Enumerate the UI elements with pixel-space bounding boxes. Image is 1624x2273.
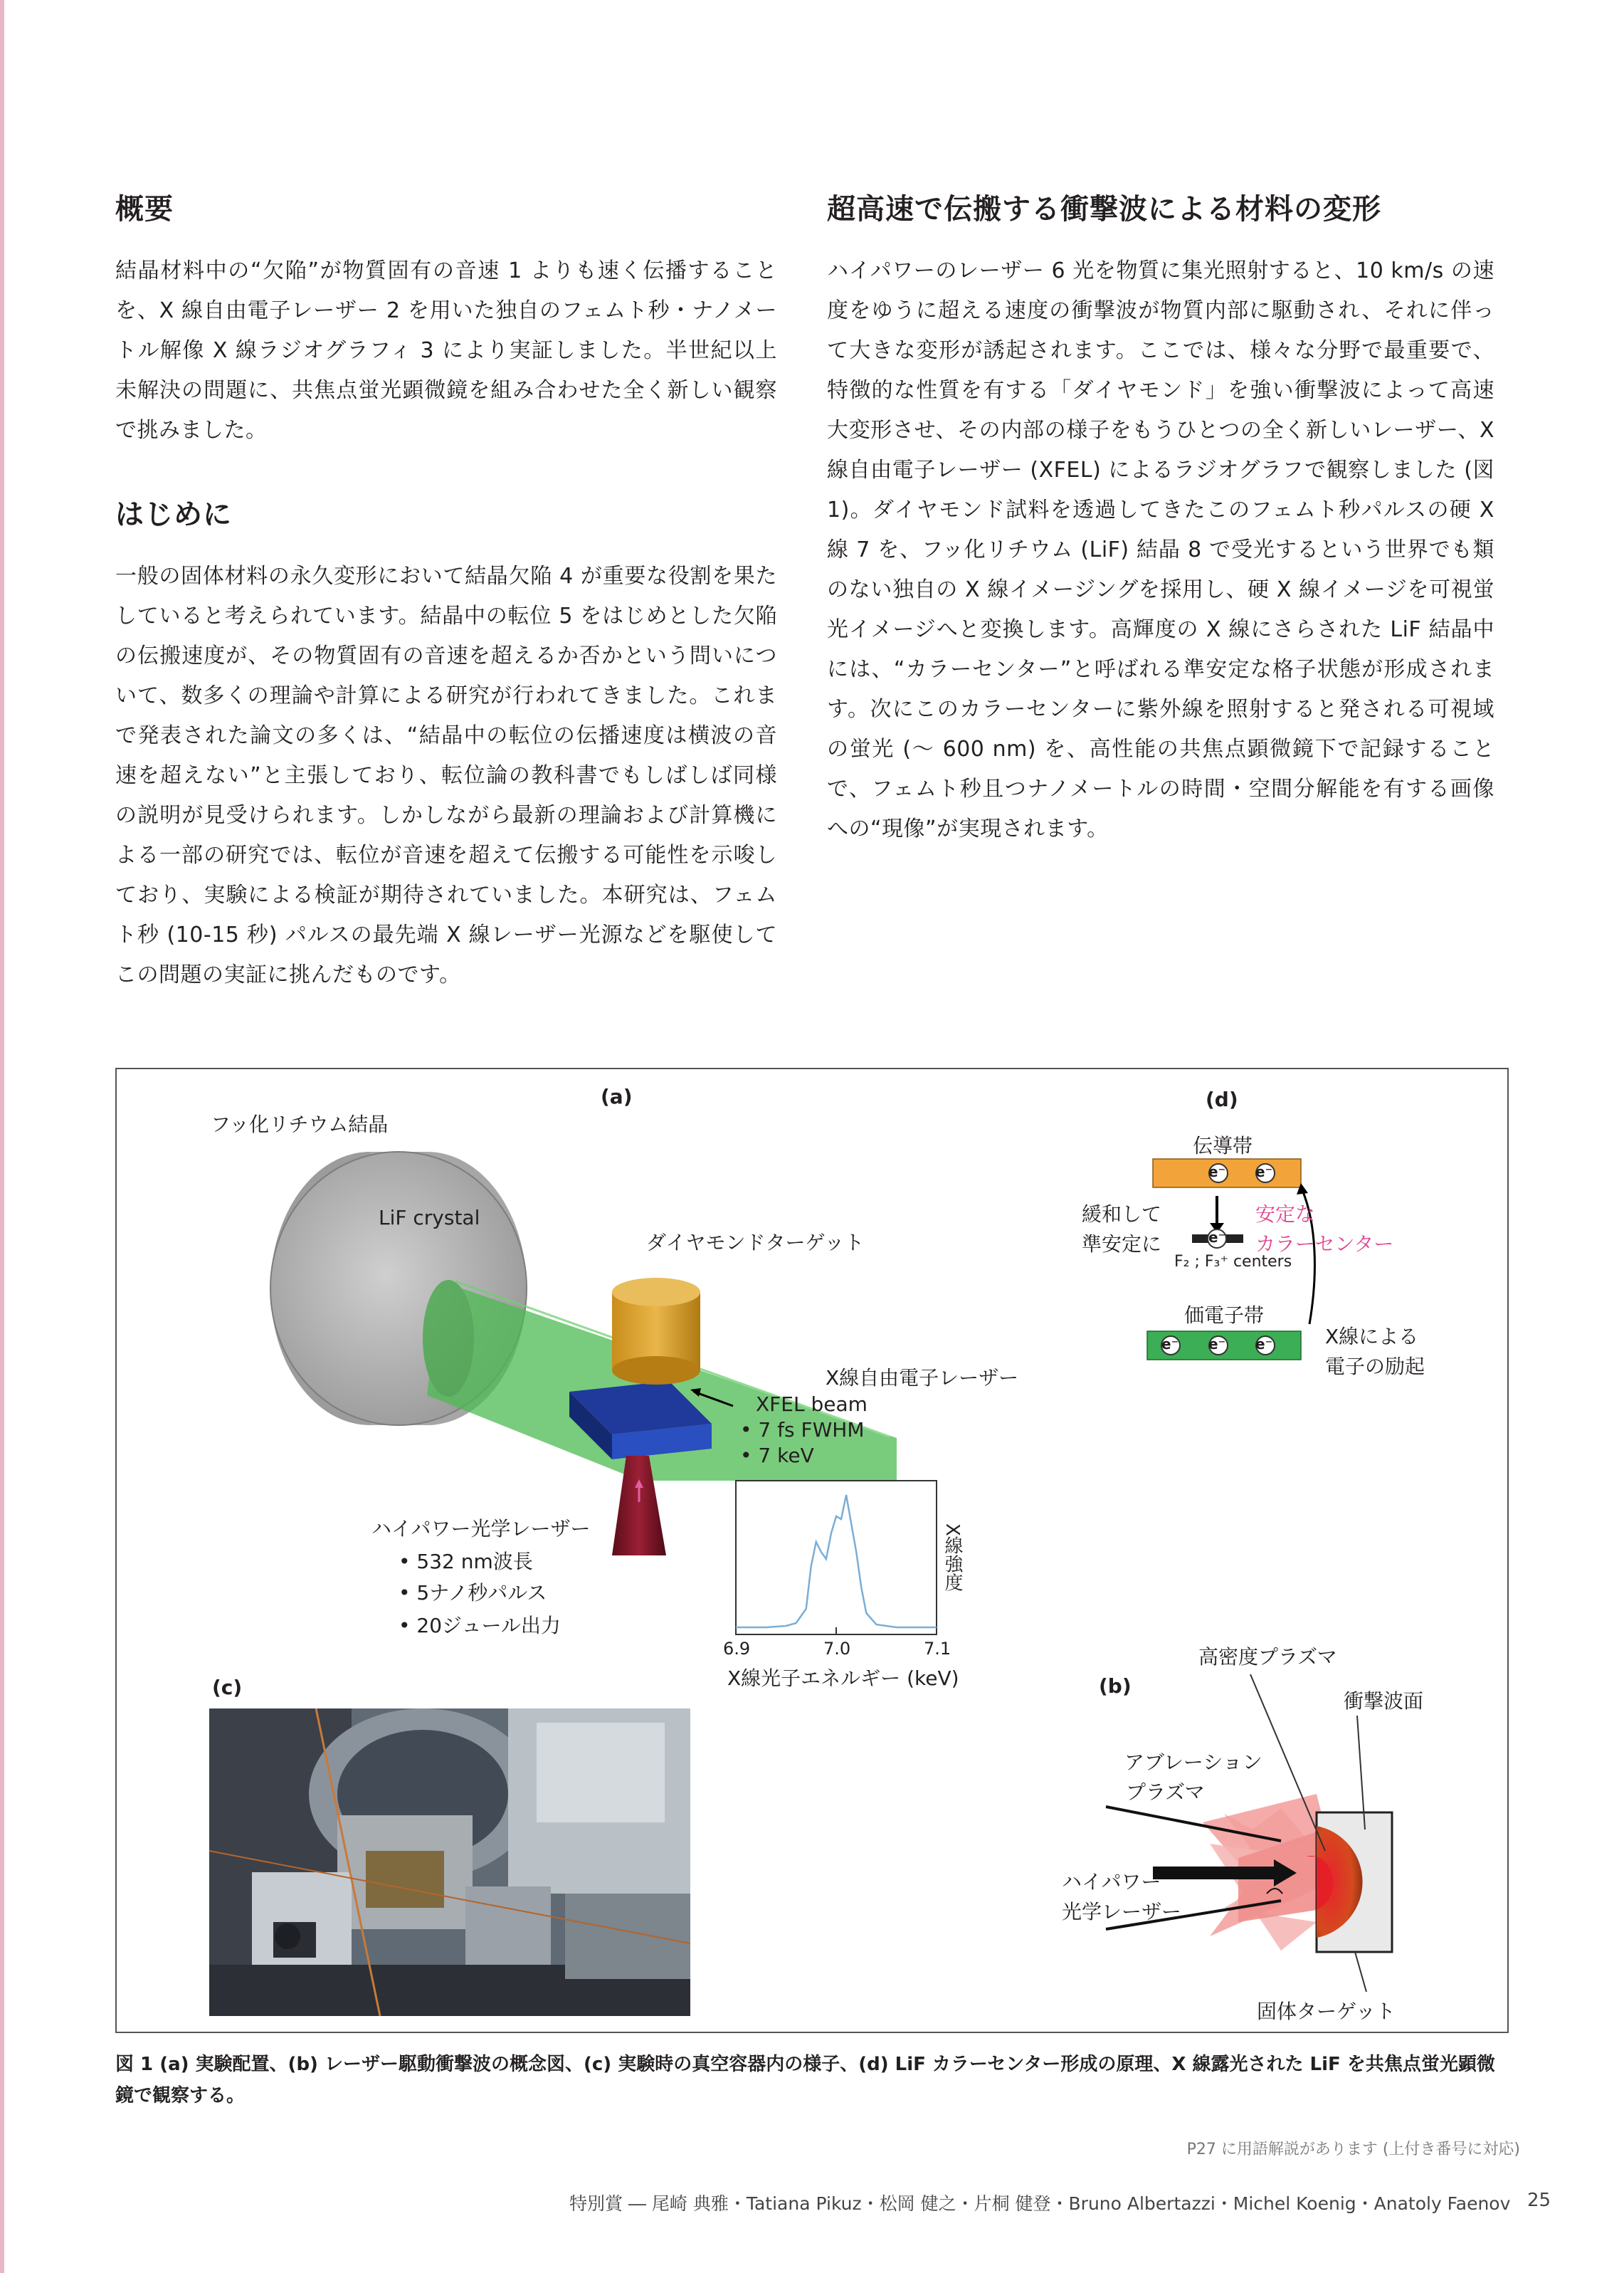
vacuum-chamber-photo [209,1708,690,2016]
conduction-band-label: 伝導帯 [1193,1134,1253,1158]
ablation-label-1: アブレーション [1124,1750,1262,1774]
centers-label: F₂ ; F₃⁺ centers [1174,1253,1292,1271]
shock-schematic [1106,1674,1392,1992]
electron-label: e⁻ [1161,1335,1179,1353]
bb-laser-label-2: 光学レーザー [1062,1900,1182,1923]
electron-label: e⁻ [1208,1335,1226,1353]
panel-d-label: (d) [1206,1088,1238,1111]
panel-c-label: (c) [212,1676,243,1699]
spectrum-tick-label-70: 7.0 [823,1639,851,1659]
spectrum-xlabel: X線光子エネルギー (keV) [727,1666,959,1690]
diamond-target [612,1278,700,1385]
panel-b-label: (b) [1099,1674,1132,1698]
lif-title-label: フッ化リチウム結晶 [211,1113,389,1136]
diamond-target-label: ダイヤモンドターゲット [646,1231,865,1254]
spectrum-tick-label-69: 6.9 [723,1639,751,1659]
xfel-fwhm-label: • 7 fs FWHM [740,1418,865,1442]
overview-text: 結晶材料中の“欠陥”が物質固有の音速 1 よりも速く伝播することを、X 線自由電子レーザー 2 を用いた独自のフェムト秒・ナノメートル解像 X 線ラジオグラフィ 3 により実証しました。半世紀以上未解決の問題に、共焦点蛍光顕微鏡を組み合わせた全く新しい観察で挑みました。 [115,258,777,443]
laser-energy-label: • 20ジュール出力 [399,1614,561,1637]
lif-crystal-label: LiF crystal [379,1206,480,1229]
glossary-note: P27 に用語解説があります (上付き番号に対応) [1186,2141,1520,2158]
electron-label: e⁻ [1208,1163,1226,1180]
xfel-kev-label: • 7 keV [740,1444,814,1467]
excite-label-2: 電子の励起 [1325,1355,1425,1378]
spectrum-tick-label-71: 7.1 [924,1639,951,1659]
figure-caption: 図 1 (a) 実験配置、(b) レーザー駆動衝撃波の概念図、(c) 実験時の真空容器内の様子、(d) LiF カラーセンター形成の原理、X 線露光された LiF を共焦点蛍光顕微鏡で観察する。 [115,2054,1495,2106]
high-density-plasma-label: 高密度プラズマ [1198,1645,1337,1669]
solid-target-label: 固体ターゲット [1257,2000,1396,2023]
laser-pulse-label: • 5ナノ秒パルス [399,1581,547,1605]
relax-label-2: 準安定に [1082,1232,1162,1256]
stable-label-2: カラーセンター [1255,1232,1394,1256]
ablation-label-2: プラズマ [1126,1780,1205,1804]
xfel-beam-label: XFEL beam [756,1392,868,1416]
shock-text: ハイパワーのレーザー 6 光を物質に集光照射すると、10 km/s の速度をゆうに超える速度の衝撃波が物質内部に駆動され、それに伴って大きな変形が誘起されます。ここでは、様々な分野で最重要で、特徴的な性質を有する「ダイヤモンド」を強い衝撃波によって高速大変形させ、その内部の様子をもうひとつの全く新しいレーザー、X 線自由電子レーザー (XFEL) によるラジオグラフで観察しました (図 1)。ダイヤモンド試料を透過してきたこのフェムト秒パルスの硬 X 線 7 を、フッ化リチウム (LiF) 結晶 8 で受光するという世界でも類のない独自の X 線イメージングを採用し、硬 X 線イメージを可視蛍光イメージへと変換します。高輝度の X 線にさらされた LiF 結晶中には、“カラーセンター”と呼ばれる準安定な格子状態が形成されます。次にこのカラーセンターに紫外線を照射すると発される可視域の蛍光 (〜 600 nm) を、高性能の共焦点顕微鏡下で記録することで、フェムト秒且つナノメートルの時間・空間分解能を有する画像への“現像”が実現されます。 [827,258,1494,841]
electron-label: e⁻ [1208,1229,1226,1246]
excite-label-1: X線による [1325,1325,1419,1348]
intro-heading: はじめに [115,498,232,531]
spectrum-ylabel: X線強度 [942,1523,963,1592]
relax-label-1: 緩和して [1082,1202,1162,1226]
shock-heading: 超高速で伝搬する衝撃波による材料の変形 [827,193,1381,226]
xfel-jp-label: X線自由電子レーザー [826,1366,1019,1390]
laser-title-label: ハイパワー光学レーザー [371,1517,591,1540]
overview-heading: 概要 [115,193,174,226]
intro-text: 一般の固体材料の永久変形において結晶欠陥 4 が重要な役割を果たしていると考えられています。結晶中の転位 5 をはじめとした欠陥の伝搬速度が、その物質固有の音速を超えるか否かという問いについて、数多くの理論や計算による研究が行われてきました。これまで発表された論文の多くは、“結晶中の転位の伝播速度は横波の音速を超えない”と主張しており、転位論の教科書でもしばしば同様の説明が見受けられます。しかしながら最新の理論および計算機による一部の研究では、転位が音速を超えて伝搬する可能性を示唆しており、実験による検証が期待されていました。本研究は、フェムト秒 (10-15 秒) パルスの最先端 X 線レーザー光源などを駆使してこの問題の実証に挑んだものです。 [115,564,777,987]
laser-wavelength-label: • 532 nm波長 [399,1550,533,1573]
panel-a-label: (a) [601,1085,633,1108]
valence-band-label: 価電子帯 [1184,1303,1265,1327]
electron-label: e⁻ [1255,1163,1273,1180]
stable-label-1: 安定な [1255,1202,1316,1226]
spectrum-plot [736,1481,937,1634]
electron-label: e⁻ [1255,1335,1273,1353]
bb-laser-label-1: ハイパワー [1062,1870,1161,1894]
page-number: 25 [1527,2190,1551,2211]
shock-front-label: 衝撃波面 [1344,1689,1424,1713]
author-footer: 特別賞 ― 尾崎 典雅・Tatiana Pikuz・松岡 健之・片桐 健登・Bruno Albertazzi・Michel Koenig・Anatoly Faenov [569,2193,1511,2214]
